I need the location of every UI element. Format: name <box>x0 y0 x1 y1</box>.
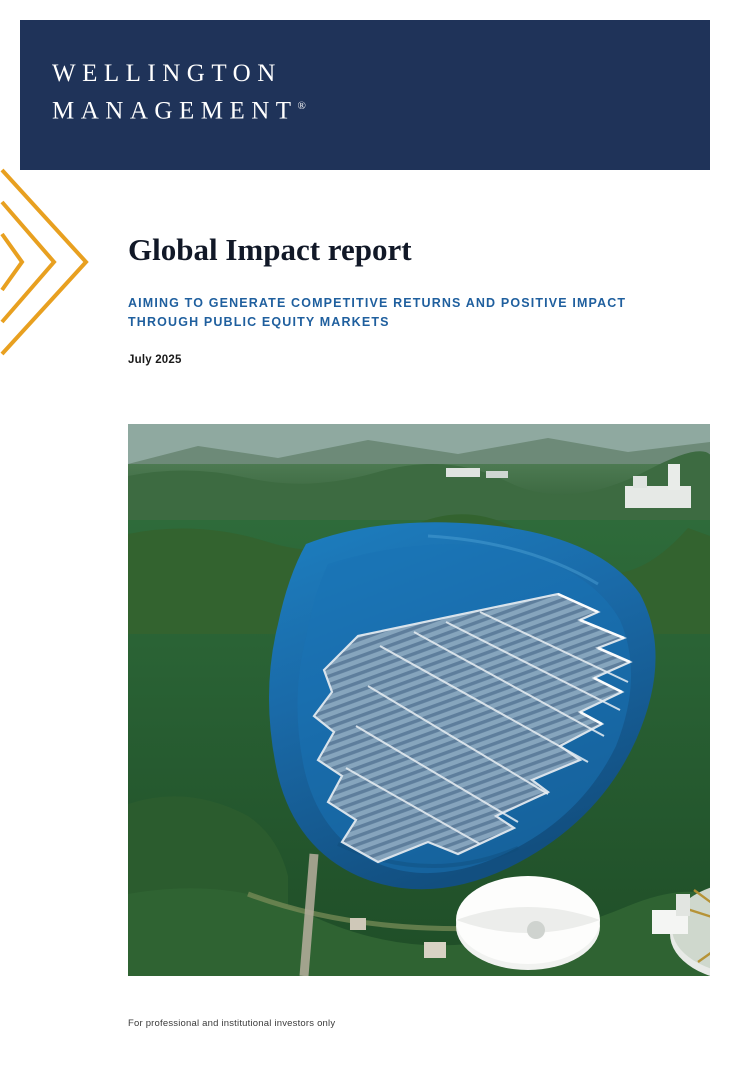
brand-logo <box>52 58 306 127</box>
brand-logo-line2-wrap <box>52 90 306 127</box>
chevron-decoration <box>0 168 92 358</box>
brand-logo-line2: MANAGEMENT <box>52 97 298 125</box>
page-title: Global Impact report <box>128 232 412 267</box>
page-subtitle: AIMING TO GENERATE COMPETITIVE RETURNS AND POSITIVE IMPACT THROUGH PUBLIC EQUITY MARKETS <box>128 296 627 329</box>
registered-trademark-icon: ® <box>297 100 306 112</box>
header-band <box>20 20 710 170</box>
brand-logo-line1: WELLINGTON <box>52 60 282 87</box>
cover-photograph <box>128 424 710 976</box>
footer-disclaimer: For professional and institutional investors only <box>128 1018 336 1029</box>
publication-date: July 2025 <box>128 354 182 366</box>
